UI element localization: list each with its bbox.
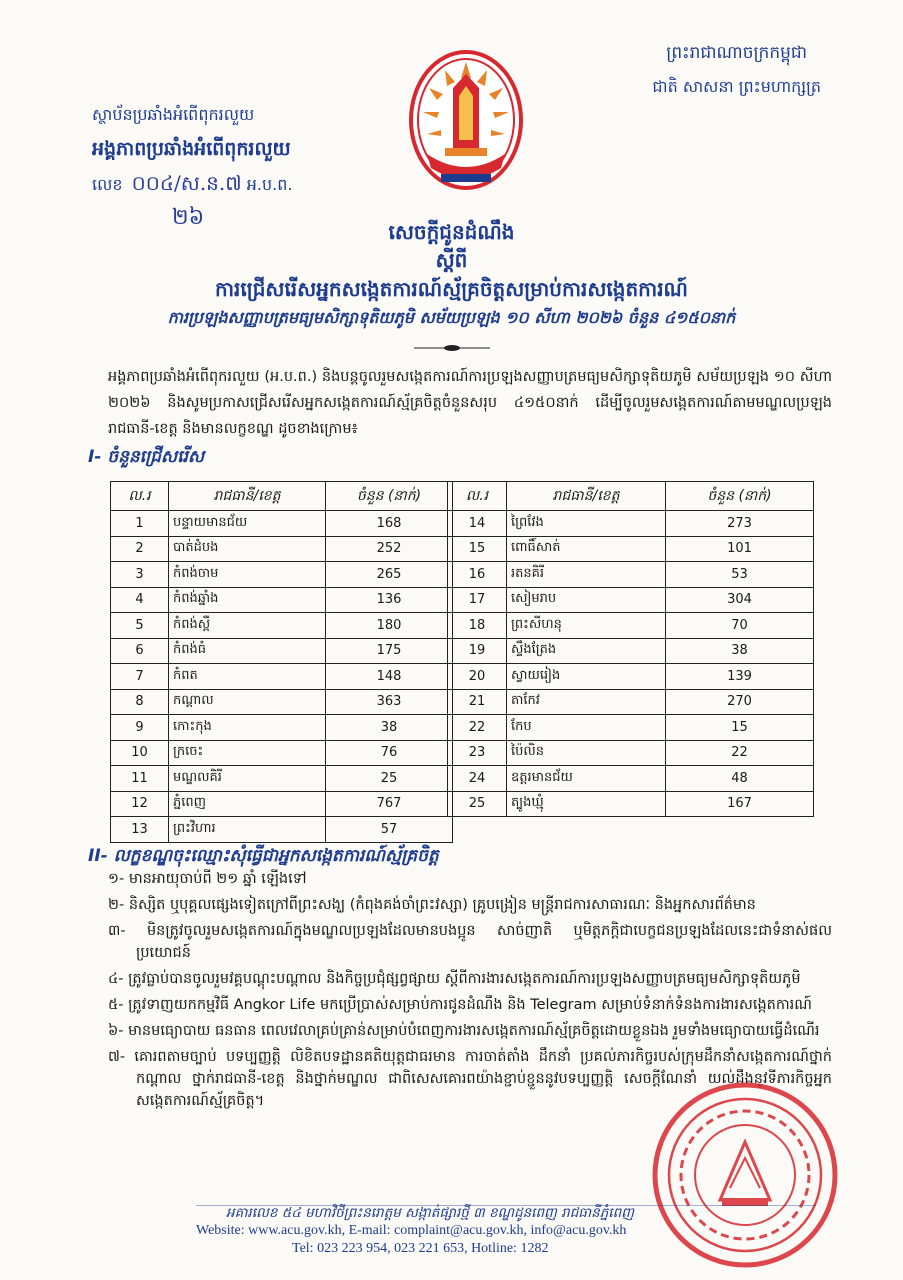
province-name: តាកែវ xyxy=(507,689,666,715)
section-2-heading: II- លក្ខខណ្ឌចុះឈ្មោះសុំធ្វើជាអ្នកសង្កេតការណ៍ស្ម័គ្រចិត្ត xyxy=(88,846,439,866)
row-number: 24 xyxy=(448,766,507,792)
kingdom-motto: ជាតិ សាសនា ព្រះមហាក្សត្រ xyxy=(652,77,821,96)
table-row xyxy=(448,613,814,639)
ref-suffix: អ.ប.ព. xyxy=(246,175,293,194)
province-name: មណ្ឌលគិរី xyxy=(169,766,326,792)
ref-prefix: លេខ xyxy=(92,175,123,194)
table-row xyxy=(111,536,453,562)
notice-title: សេចក្តីជូនដំណឹង xyxy=(388,220,515,244)
province-name: ព្រៃវែង xyxy=(507,511,666,537)
row-number: 17 xyxy=(448,587,507,613)
condition-item: ៣- មិនត្រូវចូលរួមសង្កេតការណ៍ក្នុងមណ្ឌលប្រឡងដែលមានបងប្អូន សាច់ញាតិ ឬមិត្តភក្តិជាបេក្ខជនប្រឡងដែលនេះជាទំនាស់ផលប្រយោជន៍ xyxy=(108,923,832,961)
table-row xyxy=(111,740,453,766)
condition-item: ១- មានអាយុចាប់ពី ២១ ឆ្នាំ ឡើងទៅ xyxy=(108,871,307,887)
col-header-no: ល.រ xyxy=(111,482,169,511)
observer-count: 48 xyxy=(666,766,814,792)
observer-count: 180 xyxy=(326,613,453,639)
province-name: រតនគិរី xyxy=(507,562,666,588)
observer-count: 101 xyxy=(666,536,814,562)
table-row xyxy=(111,664,453,690)
footer xyxy=(196,1204,796,1258)
col-header-province: រាជធានី/ខេត្ត xyxy=(169,482,326,511)
notice-subject-label: ស្តីពី xyxy=(435,248,468,272)
observer-count: 168 xyxy=(326,511,453,537)
institution-header xyxy=(92,98,292,202)
province-name: ព្រះវិហារ xyxy=(169,817,326,843)
notice-exam-line: ការប្រឡងសញ្ញាបត្រមធ្យមសិក្សាទុតិយភូមិ សម័យប្រឡង ១០ សីហា ២០២៦ ចំនួន ៤១៥០នាក់ xyxy=(167,308,736,327)
table-row xyxy=(448,664,814,690)
footer-phone: Tel: 023 223 954, 023 221 653, Hotline: 1282 xyxy=(292,1241,549,1256)
observer-count: 38 xyxy=(666,638,814,664)
row-number: 2 xyxy=(111,536,169,562)
row-number: 8 xyxy=(111,689,169,715)
acu-emblem-logo xyxy=(407,48,525,198)
province-name: ពោធិ៍សាត់ xyxy=(507,536,666,562)
observer-count: 767 xyxy=(326,791,453,817)
table-header-row xyxy=(111,482,453,511)
province-name: បាត់ដំបង xyxy=(169,536,326,562)
observer-count: 57 xyxy=(326,817,453,843)
observer-count: 252 xyxy=(326,536,453,562)
observer-count: 167 xyxy=(666,791,814,817)
table-row xyxy=(111,791,453,817)
col-header-count: ចំនួន (នាក់) xyxy=(326,482,453,511)
row-number: 1 xyxy=(111,511,169,537)
observer-count: 148 xyxy=(326,664,453,690)
table-row xyxy=(448,766,814,792)
observer-count: 265 xyxy=(326,562,453,588)
row-number: 6 xyxy=(111,638,169,664)
row-number: 19 xyxy=(448,638,507,664)
province-name: ព្រះសីហនុ xyxy=(507,613,666,639)
observer-count: 76 xyxy=(326,740,453,766)
table-row xyxy=(111,766,453,792)
table-row xyxy=(111,587,453,613)
row-number: 20 xyxy=(448,664,507,690)
table-row xyxy=(448,638,814,664)
row-number: 23 xyxy=(448,740,507,766)
row-number: 12 xyxy=(111,791,169,817)
table-row xyxy=(111,613,453,639)
footer-address: អគារលេខ ៥៤ មហាវិថីព្រះនរោត្តម សង្កាត់ផ្សារថ្មី ៣ ខណ្ឌដូនពេញ រាជធានីភ្នំពេញ xyxy=(226,1205,635,1221)
reference-line xyxy=(92,166,292,202)
row-number: 14 xyxy=(448,511,507,537)
col-header-count: ចំនួន (នាក់) xyxy=(666,482,814,511)
table-row xyxy=(111,638,453,664)
footer-website-email: Website: www.acu.gov.kh, E-mail: complaint@acu.gov.kh, info@acu.gov.kh xyxy=(196,1223,627,1238)
condition-item: ៦- មានមធ្យោបាយ ធនធាន ពេលវេលាគ្រប់គ្រាន់សម្រាប់បំពេញការងារសង្កេតការណ៍ស្ម័គ្រចិត្តដោយខ្លួនឯង រួមទាំងមធ្យោបាយធ្វើដំណើរ xyxy=(108,1023,820,1039)
col-header-province: រាជធានី/ខេត្ត xyxy=(507,482,666,511)
province-name: ស្ទឹងត្រែង xyxy=(507,638,666,664)
row-number: 10 xyxy=(111,740,169,766)
kingdom-header xyxy=(652,36,821,104)
province-name: ឧត្តរមានជ័យ xyxy=(507,766,666,792)
province-name: កំពង់ឆ្នាំង xyxy=(169,587,326,613)
row-number: 4 xyxy=(111,587,169,613)
province-name: កំពត xyxy=(169,664,326,690)
province-name: កោះកុង xyxy=(169,715,326,741)
condition-item: ២- និស្សិត ឬបុគ្គលផ្សេងទៀតក្រៅពីព្រះសង្ឃ (កំពុងគង់ចាំព្រះវស្សា) គ្រូបង្រៀន មន្ត្រីរាជការសាធារណៈ និងអ្នកសារព័ត៌មាន xyxy=(108,897,756,913)
row-number: 7 xyxy=(111,664,169,690)
table-row xyxy=(448,511,814,537)
row-number: 25 xyxy=(448,791,507,817)
row-number: 21 xyxy=(448,689,507,715)
divider-ornament xyxy=(412,342,492,354)
province-name: ត្បូងឃ្មុំ xyxy=(507,791,666,817)
table-row xyxy=(448,536,814,562)
conditions-list xyxy=(108,868,832,1116)
observer-count: 139 xyxy=(666,664,814,690)
province-name: កំពង់ស្ពឺ xyxy=(169,613,326,639)
row-number: 5 xyxy=(111,613,169,639)
row-number: 16 xyxy=(448,562,507,588)
table-row xyxy=(448,740,814,766)
ref-handwritten-extra: ២៦ xyxy=(172,205,205,230)
col-header-no: ល.រ xyxy=(448,482,507,511)
ref-number: ០០៤/ស.ន.៧ xyxy=(131,171,242,195)
intro-paragraph: អង្គភាពប្រឆាំងអំពើពុករលួយ (អ.ប.ព.) និងបន្តចូលរួមសង្កេតការណ៍ការប្រឡងសញ្ញាបត្រមធ្យមសិក្សាទុតិយភូមិ សម័យប្រឡង ១០ សីហា ២០២៦ និងសូមប្រកាសជ្រើសរើសអ្នកសង្កេតការណ៍ស្ម័គ្រចិត្តចំនួនសរុប ៤១៥០នាក់ ដើម្បីចូលរួមសង្កេតការណ៍តាមមណ្ឌលប្រឡងរាជធានី-ខេត្ត និងមានលក្ខខណ្ឌ ដូចខាងក្រោម៖ xyxy=(108,369,832,437)
observer-count: 273 xyxy=(666,511,814,537)
province-name: បន្ទាយមានជ័យ xyxy=(169,511,326,537)
quota-table-right xyxy=(447,481,814,817)
table-row xyxy=(448,689,814,715)
table-row xyxy=(111,562,453,588)
row-number: 11 xyxy=(111,766,169,792)
table-row xyxy=(448,791,814,817)
observer-count: 15 xyxy=(666,715,814,741)
province-name: សៀមរាប xyxy=(507,587,666,613)
table-row xyxy=(448,715,814,741)
observer-count: 270 xyxy=(666,689,814,715)
province-name: កែប xyxy=(507,715,666,741)
observer-count: 175 xyxy=(326,638,453,664)
province-name: កំពង់ធំ xyxy=(169,638,326,664)
observer-count: 304 xyxy=(666,587,814,613)
table-row xyxy=(448,587,814,613)
province-name: ក្រចេះ xyxy=(169,740,326,766)
row-number: 15 xyxy=(448,536,507,562)
table-row xyxy=(111,511,453,537)
row-number: 22 xyxy=(448,715,507,741)
observer-count: 136 xyxy=(326,587,453,613)
row-number: 9 xyxy=(111,715,169,741)
province-name: ស្វាយរៀង xyxy=(507,664,666,690)
observer-count: 25 xyxy=(326,766,453,792)
institution-name: ស្ថាប័នប្រឆាំងអំពើពុករលួយ xyxy=(92,105,255,124)
province-name: ភ្នំពេញ xyxy=(169,791,326,817)
table-row xyxy=(111,715,453,741)
observer-count: 38 xyxy=(326,715,453,741)
table-row xyxy=(111,689,453,715)
notice-title-block xyxy=(60,218,843,332)
observer-count: 363 xyxy=(326,689,453,715)
row-number: 18 xyxy=(448,613,507,639)
condition-item: ៧- គោរពតាមច្បាប់ បទប្បញ្ញត្តិ លិខិតបទដ្ឋានគតិយុត្តជាធរមាន ការចាត់តាំង ដឹកនាំ ប្រគល់ភារកិច្ចរបស់ក្រុមដឹកនាំសង្កេតការណ៍ថ្នាក់កណ្តាល ថ្នាក់រាជធានី-ខេត្ត និងថ្នាក់មណ្ឌល ជាពិសេសគោរពយ៉ាងខ្ជាប់ខ្ជួននូវបទប្បញ្ញត្តិ សេចក្តីណែនាំ យល់ដឹងនូវទីភារកិច្ចអ្នកសង្កេតការណ៍ស្ម័គ្រចិត្ត។ xyxy=(108,1049,832,1109)
observer-count: 53 xyxy=(666,562,814,588)
row-number: 13 xyxy=(111,817,169,843)
kingdom-name: ព្រះរាជាណាចក្រកម្ពុជា xyxy=(666,43,808,63)
section-1-heading: I- ចំនួនជ្រើសរើស xyxy=(88,447,205,467)
condition-item: ៥- ត្រូវទាញយកកម្មវិធី Angkor Life មកប្រើប្រាស់សម្រាប់ការជូនដំណឹង និង Telegram សម្រាប់ទំនាក់ទំនងការងារសង្កេតការណ៍ xyxy=(108,997,812,1013)
unit-name: អង្គភាពប្រឆាំងអំពើពុករលួយ xyxy=(92,138,291,160)
province-name: ប៉ៃលិន xyxy=(507,740,666,766)
province-name: កំពង់ចាម xyxy=(169,562,326,588)
notice-subject: ការជ្រើសរើសអ្នកសង្កេតការណ៍ស្ម័គ្រចិត្តសម្រាប់ការសង្កេតការណ៍ xyxy=(215,277,688,301)
observer-count: 70 xyxy=(666,613,814,639)
province-name: កណ្តាល xyxy=(169,689,326,715)
table-row xyxy=(111,817,453,843)
condition-item: ៤- ត្រូវធ្លាប់បានចូលរួមវគ្គបណ្តុះបណ្តាល និងកិច្ចប្រជុំផ្សព្វផ្សាយ ស្តីពីការងារសង្កេតការណ៍ការប្រឡងសញ្ញាបត្រមធ្យមសិក្សាទុតិយភូមិ xyxy=(108,971,801,987)
quota-table-left xyxy=(110,481,453,843)
table-row xyxy=(448,562,814,588)
table-header-row xyxy=(448,482,814,511)
observer-count: 22 xyxy=(666,740,814,766)
row-number: 3 xyxy=(111,562,169,588)
